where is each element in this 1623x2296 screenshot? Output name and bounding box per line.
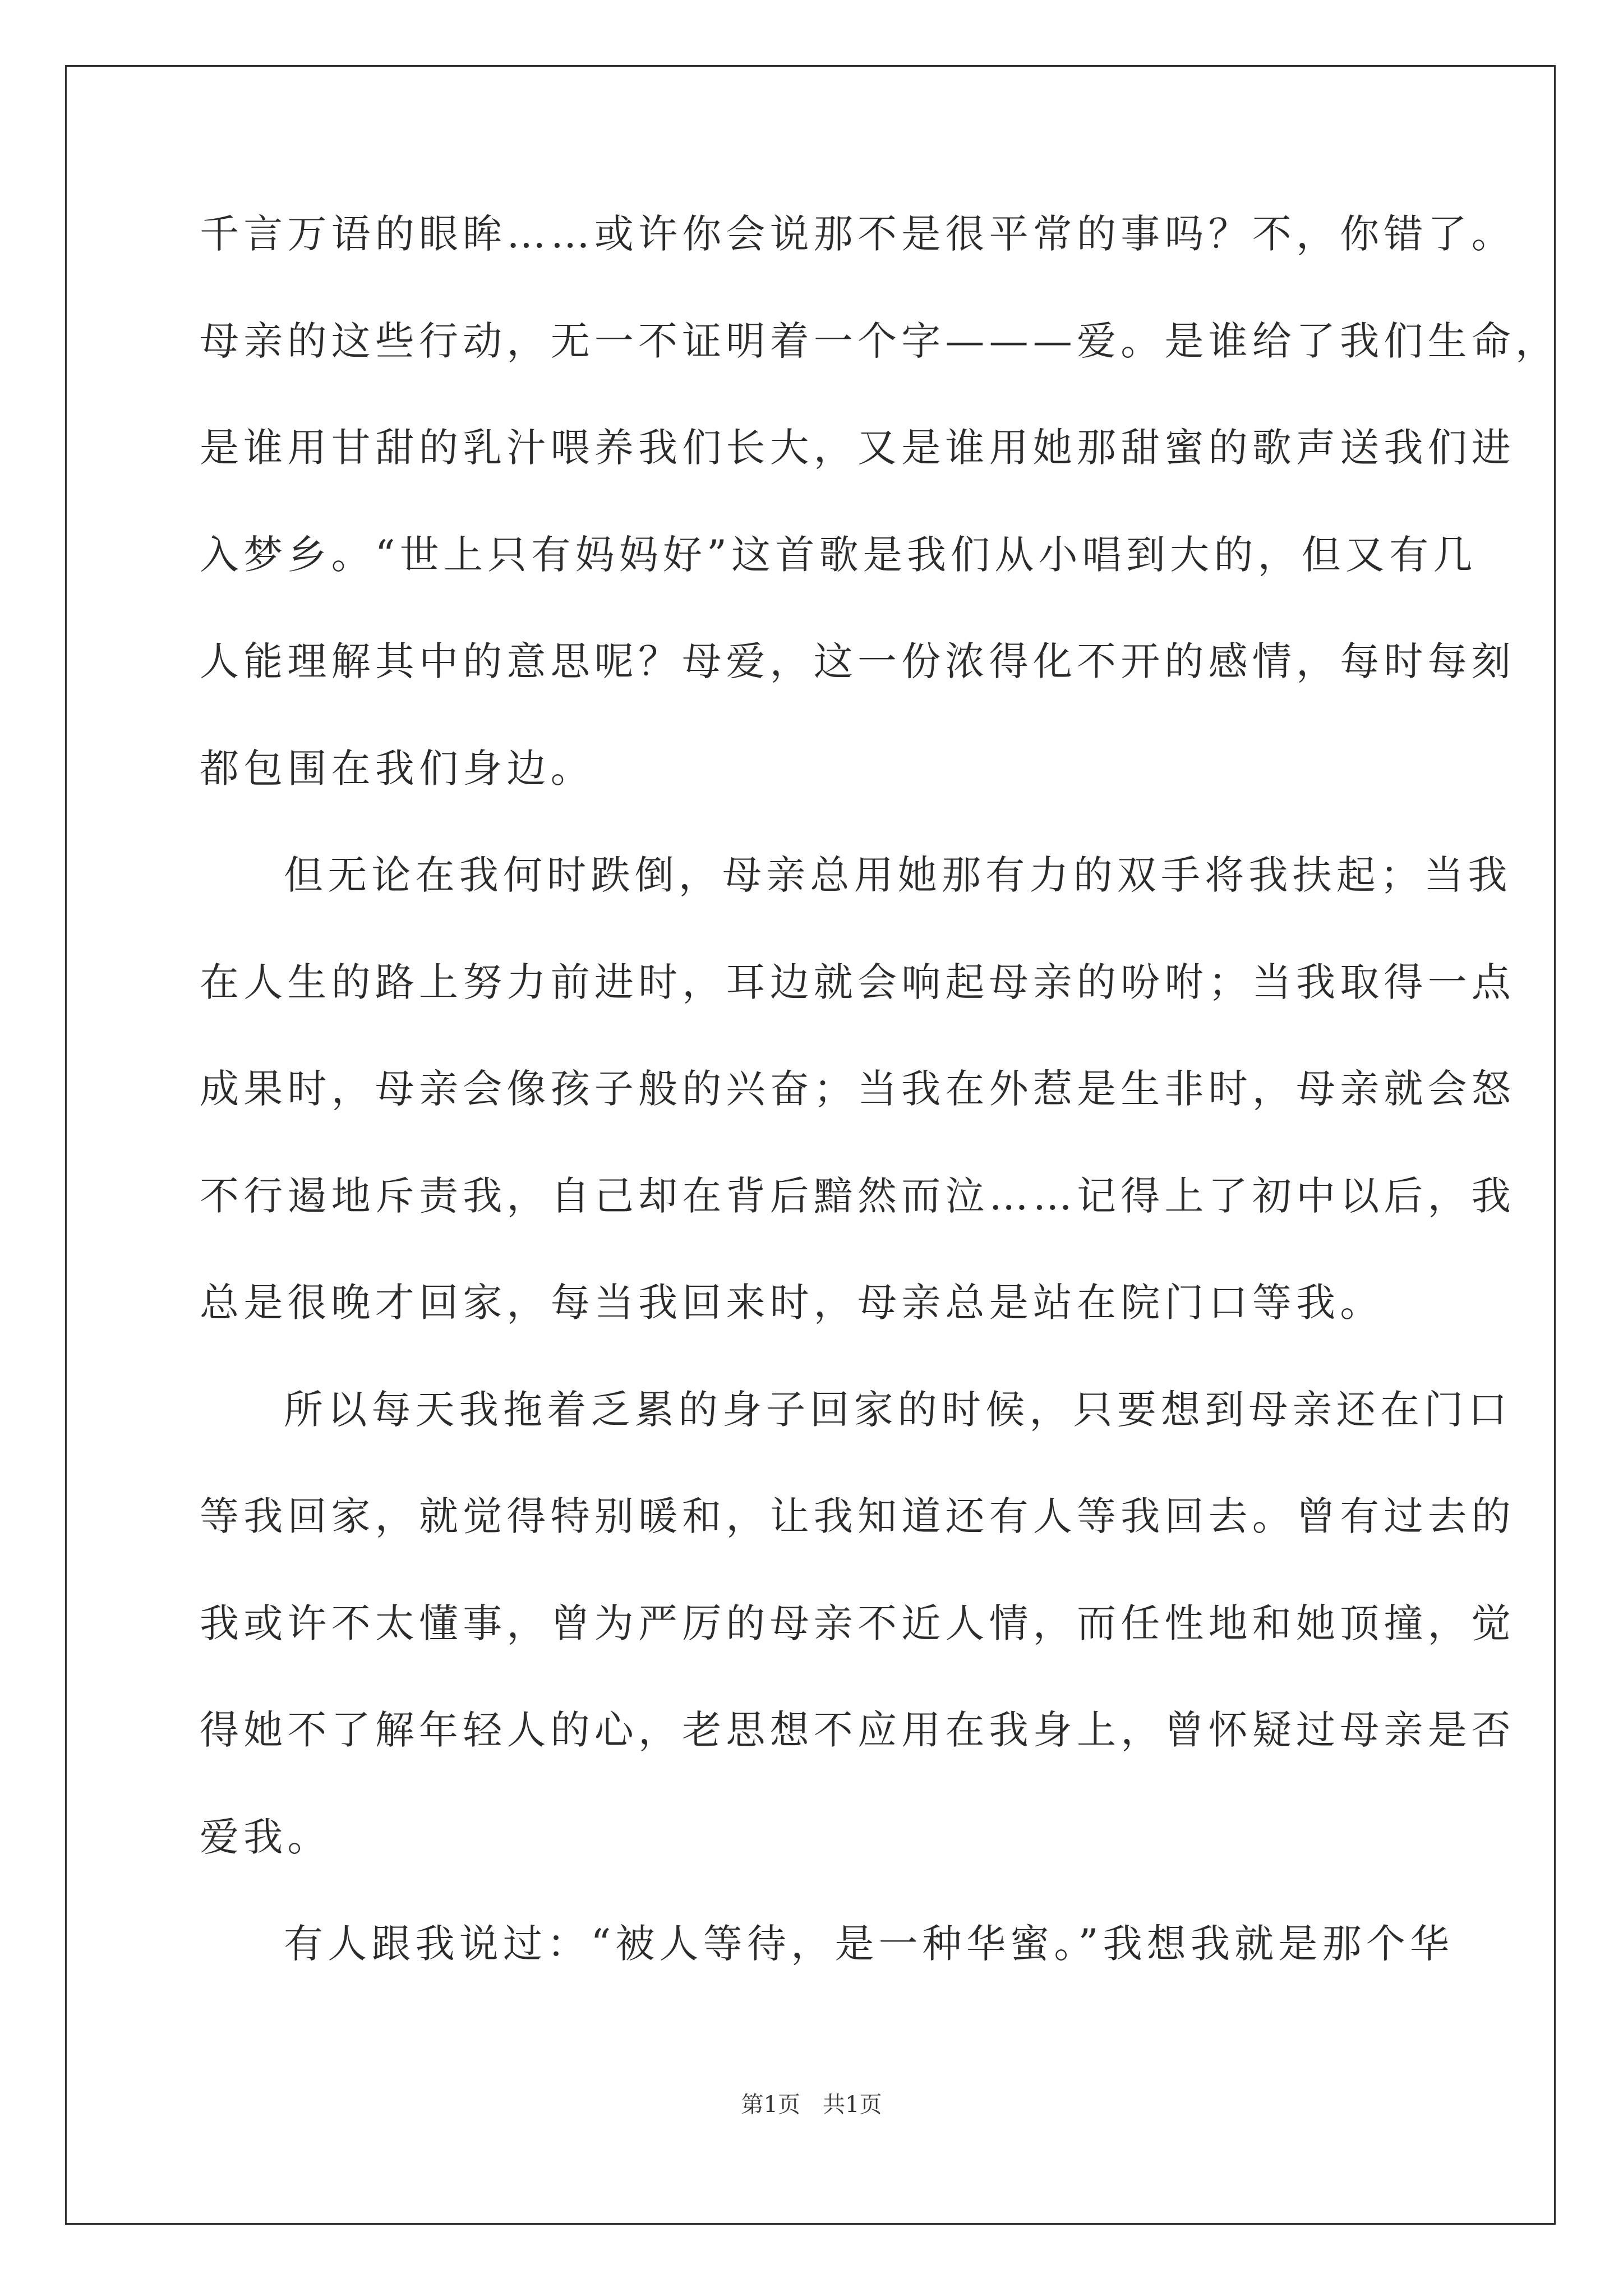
page-footer bbox=[0, 2088, 1623, 2122]
text-line: 总是很晚才回家，每当我回来时，母亲总是站在院门口等我。 bbox=[200, 1280, 1384, 1326]
text-line: 母亲的这些行动，无一不证明着一个字———爱。是谁给了我们生命， bbox=[200, 318, 1560, 364]
text-line: 都包围在我们身边。 bbox=[200, 745, 594, 792]
paragraph-first-line: 有人跟我说过：“被人等待，是一种华蜜。”我想我就是那个华 bbox=[284, 1921, 1454, 1967]
text-line: 等我回家，就觉得特别暖和，让我知道还有人等我回去。曾有过去的 bbox=[200, 1493, 1515, 1539]
paragraph-first-line: 但无论在我何时跌倒，母亲总用她那有力的双手将我扶起；当我 bbox=[284, 852, 1512, 898]
text-line: 在人生的路上努力前进时，耳边就会响起母亲的吩咐；当我取得一点 bbox=[200, 959, 1515, 1005]
text-line: 人能理解其中的意思呢？母爱，这一份浓得化不开的感情，每时每刻 bbox=[200, 638, 1515, 684]
text-line: 是谁用甘甜的乳汁喂养我们长大，又是谁用她那甜蜜的歌声送我们进 bbox=[200, 425, 1515, 471]
document-body bbox=[200, 203, 1560, 2020]
page-number: 第1页 bbox=[741, 2092, 800, 2118]
text-line: 我或许不太懂事，曾为严厉的母亲不近人情，而任性地和她顶撞，觉 bbox=[200, 1600, 1515, 1646]
text-line: 入梦乡。“世上只有妈妈好”这首歌是我们从小唱到大的，但又有几 bbox=[200, 531, 1477, 578]
text-line: 爱我。 bbox=[200, 1814, 331, 1860]
text-line: 成果时，母亲会像孩子般的兴奋；当我在外惹是生非时，母亲就会怒 bbox=[200, 1066, 1515, 1112]
text-line: 不行遏地斥责我，自己却在背后黯然而泣……记得上了初中以后，我 bbox=[200, 1172, 1515, 1219]
paragraph-first-line: 所以每天我拖着乏累的身子回家的时候，只要想到母亲还在门口 bbox=[284, 1386, 1512, 1433]
text-line: 千言万语的眼眸……或许你会说那不是很平常的事吗？不，你错了。 bbox=[200, 211, 1515, 257]
text-line: 得她不了解年轻人的心，老思想不应用在我身上，曾怀疑过母亲是否 bbox=[200, 1707, 1515, 1753]
page-total: 共1页 bbox=[823, 2092, 882, 2118]
